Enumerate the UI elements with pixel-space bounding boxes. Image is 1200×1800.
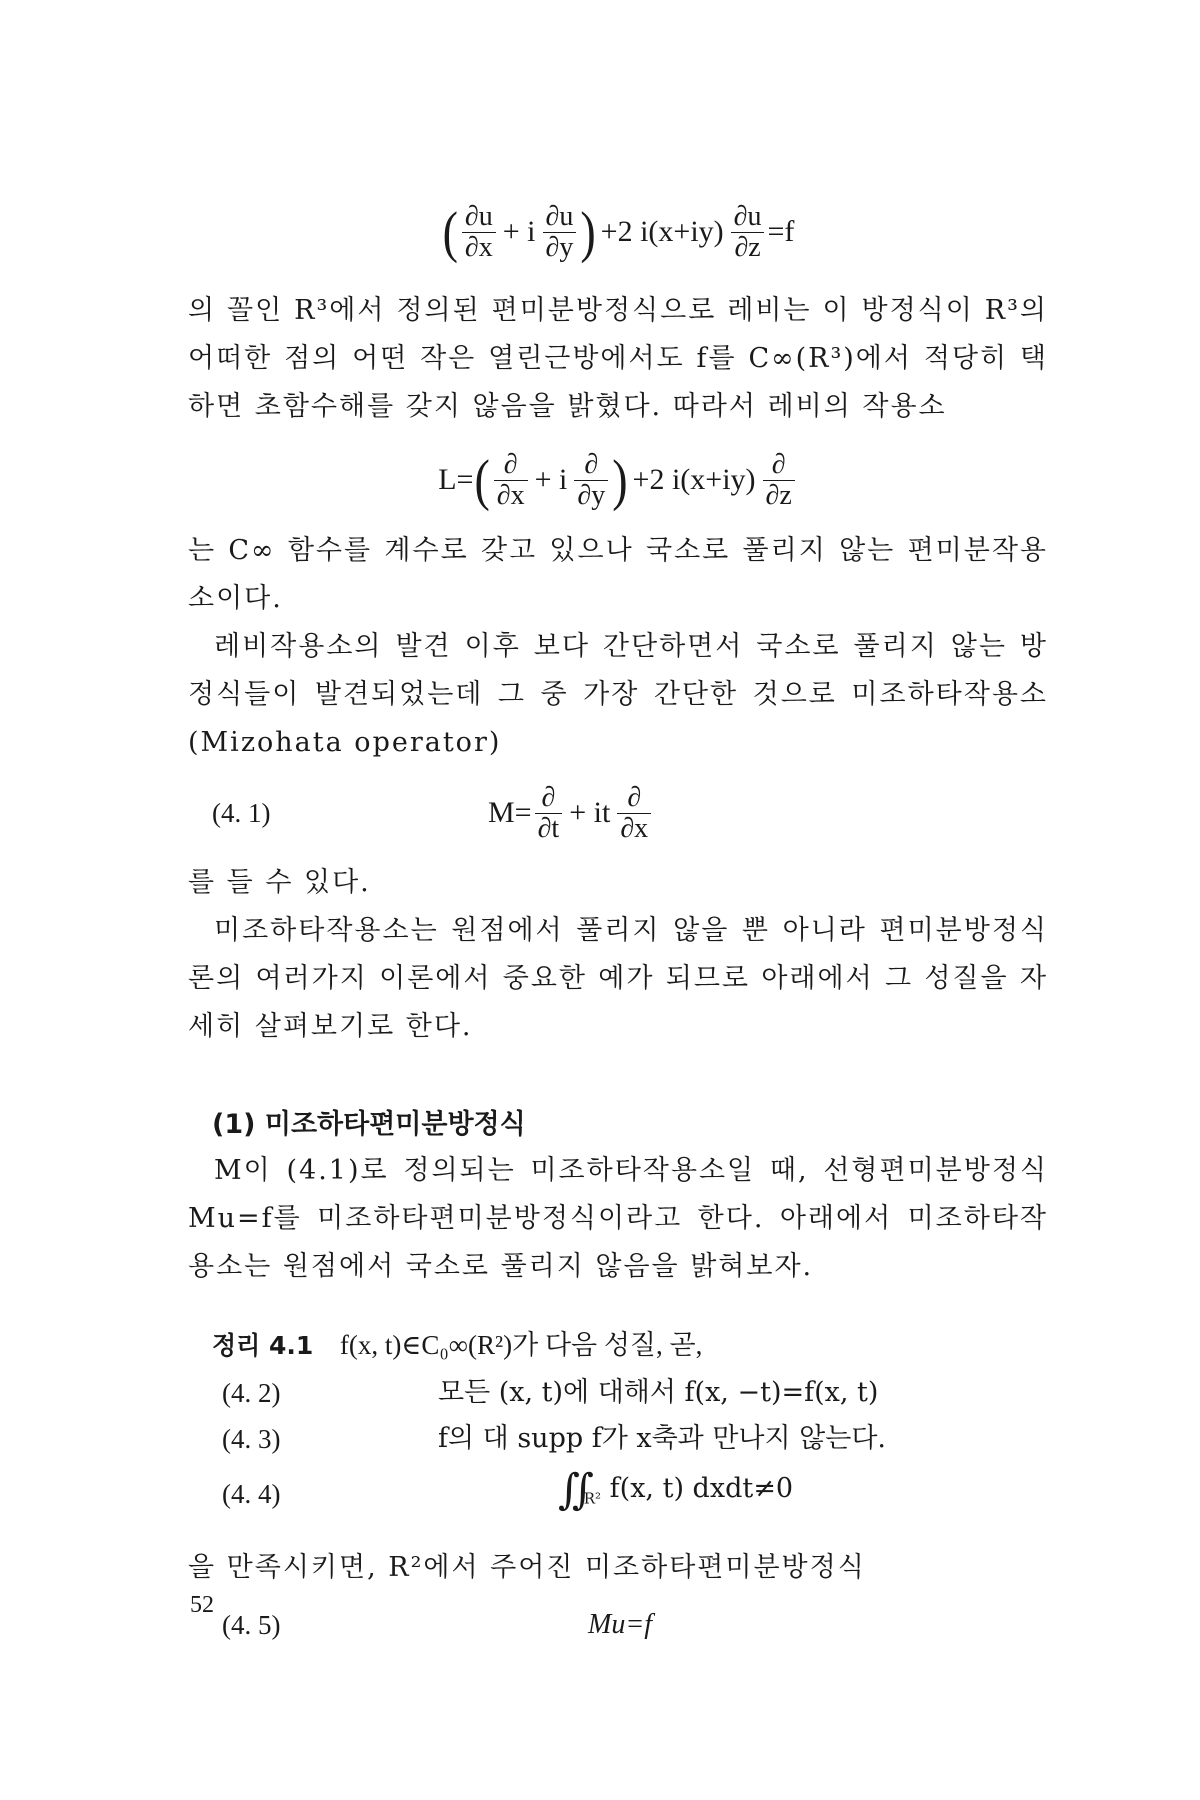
fraction: $\frac{\partial}{\partial t}$: [535, 783, 563, 843]
fraction: $\frac{\partial}{\partial z}$: [763, 450, 795, 510]
condition-4-4: (4. 4) $∬_{R^2}$ f(x, t) dxdt≠0: [222, 1464, 794, 1514]
paragraph-levy-operator: 는 C∞ 함수를 계수로 갖고 있으나 국소로 풀리지 않는 편미분작용소이다.: [188, 535, 1048, 614]
equation-4-5: (4. 5) Mu=f: [222, 1609, 652, 1640]
section-heading: (1) 미조하타편미분방정식: [212, 1109, 526, 1140]
theorem-label: 정리 4.1: [212, 1331, 314, 1360]
theorem-statement: f(x, t)∈C₀∞(R²)가 다음 성질, 곧,: [339, 1330, 703, 1360]
double-integral-symbol: ∬: [558, 1464, 584, 1514]
fraction: $\frac{\partial u}{\partial z}$: [731, 202, 765, 262]
fraction: $\frac{\partial}{\partial x}$: [617, 783, 651, 843]
fraction: $\frac{\partial u}{\partial y}$: [543, 202, 577, 262]
fraction: $\frac{\partial}{\partial y}$: [574, 450, 608, 510]
paragraph-mizohata-equation: M이 (4.1)로 정의되는 미조하타작용소일 때, 선형편미분방정식 Mu=f를 미조하타편미분방정식이라고 한다. 아래에서 미조하타작용소는 원점에서 국소로 풀리지 않음을 밝혀보자.: [188, 1155, 1048, 1282]
paragraph-satisfies: 을 만족시키면, R²에서 주어진 미조하타편미분방정식: [188, 1552, 866, 1583]
levy-operator-equation: L= ( $\frac{\partial}{\partial x}$ + i $\frac{\partial}{\partial y}$ ) +2 i(x+iy) $\frac{\partial}{\partial z}$: [188, 441, 1048, 519]
paragraph-mizohata-intro: 레비작용소의 발견 이후 보다 간단하면서 국소로 풀리지 않는 방정식들이 발견되었는데 그 중 가장 간단한 것으로 미조하타작용소(Mizohata operator): [188, 631, 1048, 758]
condition-4-2: (4. 2) 모든 (x, t)에 대해서 f(x, −t)=f(x, t): [222, 1377, 879, 1408]
integral-domain: R²: [583, 1489, 602, 1508]
page-content: [188, 195, 1048, 1648]
levy-equation: ( $\frac{\partial u}{\partial x}$ + i $\frac{\partial u}{\partial y}$ ) +2 i(x+iy) $\frac{\partial u}{\partial z}$ =f: [442, 199, 795, 264]
paragraph-mizohata-importance: 미조하타작용소는 원점에서 풀리지 않을 뿐 아니라 편미분방정식론의 여러가지 이론에서 중요한 예가 되므로 아래에서 그 성질을 자세히 살펴보기로 한다.: [188, 915, 1048, 1042]
theorem-4-1: [188, 1321, 1048, 1370]
condition-4-3: (4. 3) f의 대 supp f가 x축과 만나지 않는다.: [222, 1423, 887, 1454]
equation-4-1: (4. 1) M= $\frac{\partial}{\partial t}$ + it $\frac{\partial}{\partial x}$: [188, 773, 1048, 853]
fraction: $\frac{\partial u}{\partial x}$: [462, 202, 496, 262]
paragraph-can-give: 를 들 수 있다.: [188, 867, 371, 898]
paragraph-levy-result: 의 꼴인 R³에서 정의된 편미분방정식으로 레비는 이 방정식이 R³의 어떠한 점의 어떤 작은 열린근방에서도 f를 C∞(R³)에서 적당히 택하면 초함수해를 갖지 않음을 밝혔다. 따라서 레비의 작용소: [188, 295, 1048, 422]
equation-number: (4. 1): [212, 797, 271, 828]
fraction: $\frac{\partial}{\partial x}$: [494, 450, 528, 510]
page-number: 52: [190, 1592, 214, 1618]
